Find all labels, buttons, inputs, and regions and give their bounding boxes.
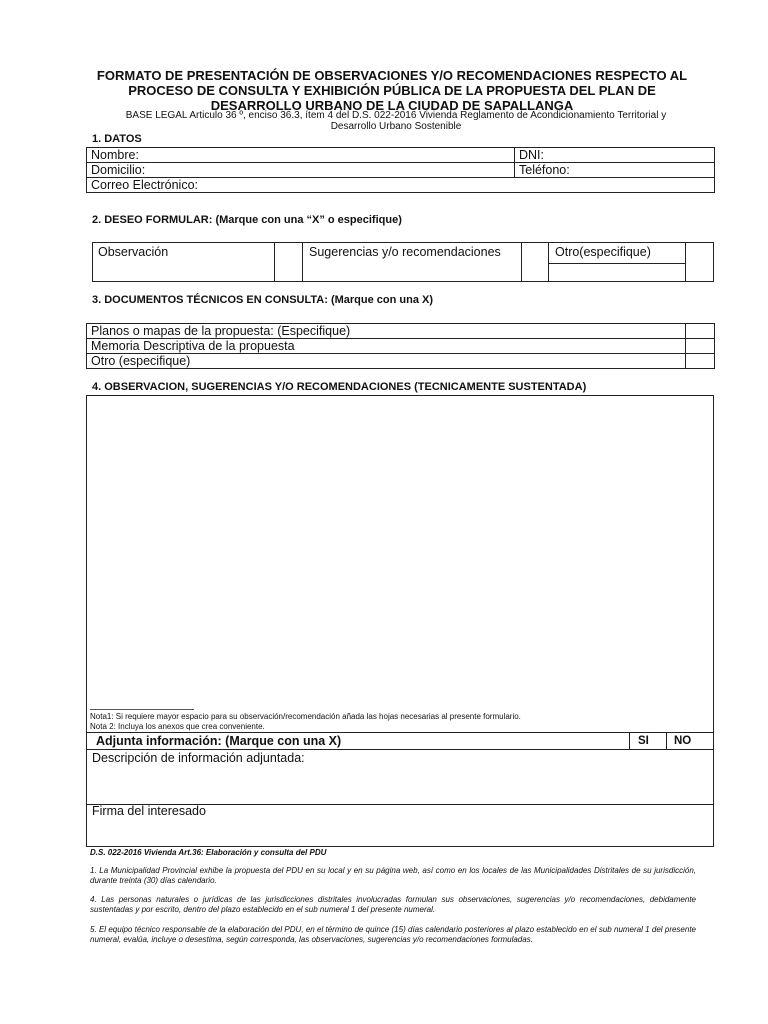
- doc-row-planos: [87, 324, 686, 339]
- nombre-label: Nombre:: [91, 148, 139, 162]
- dni-label: DNI:: [519, 148, 544, 162]
- sugerencias-checkbox[interactable]: [522, 243, 547, 281]
- divider: [302, 242, 303, 282]
- observacion-label: Observación: [98, 245, 169, 259]
- otro-specify-field[interactable]: [549, 264, 684, 281]
- section-1-heading: 1. DATOS: [92, 133, 142, 145]
- memoria-checkbox[interactable]: [686, 339, 715, 354]
- no-option[interactable]: NO: [674, 735, 692, 747]
- descripcion-label: Descripción de información adjuntada:: [92, 751, 305, 765]
- notes-rule: [90, 709, 194, 710]
- planos-label: Planos o mapas de la propuesta: (Especifique): [91, 324, 351, 338]
- otro-label: Otro(especifique): [555, 245, 651, 259]
- footer-paragraph-4: 4. Las personas naturales o jurídicas de las jurisdicciones distritales involucradas formulan sus observaciones, sugerencias y/o recomendaciones, debidamente sustentadas y por escrito, dentro del plazo establecido en el sub numeral 1 del presente numeral.: [90, 895, 696, 914]
- form-title: [70, 68, 714, 113]
- otro-doc-checkbox[interactable]: [686, 354, 715, 369]
- title-line-2: PROCESO DE CONSULTA Y EXHIBICIÓN PÚBLICA DE LA PROPUESTA DEL PLAN DE: [128, 83, 656, 98]
- memoria-label: Memoria Descriptiva de la propuesta: [91, 339, 295, 353]
- nota-2: Nota 2: Incluya los anexos que crea conveniente.: [90, 722, 265, 731]
- firma-label: Firma del interesado: [92, 804, 206, 818]
- footer-paragraph-5: 5. El equipo técnico responsable de la elaboración del PDU, en el término de quince (15) días calendario posteriores al plazo establecido en el sub numeral 1 del presente numeral, evalúa, incluye o desestima, según corresponda, las observaciones, sugerencias y/o recomendaciones formuladas.: [90, 925, 696, 944]
- otro-checkbox[interactable]: [686, 243, 713, 281]
- correo-field[interactable]: [87, 178, 715, 193]
- doc-row-memoria: [87, 339, 686, 354]
- legal-line-1: BASE LEGAL Articulo 36 º, enciso 36.3, ítem 4 del D.S. 022-2016 Vivienda Reglamento de Acondicionamiento Territorial y: [125, 110, 667, 121]
- footer-heading: D.S. 022-2016 Vivienda Art.36: Elaboración y consulta del PDU: [90, 848, 327, 857]
- observacion-checkbox[interactable]: [275, 243, 301, 281]
- dni-field[interactable]: [515, 148, 715, 163]
- sugerencias-label: Sugerencias y/o recomendaciones: [309, 245, 501, 259]
- otro-doc-label: Otro (especifique): [91, 354, 191, 368]
- title-line-3: DESARROLLO URBANO DE LA CIUDAD DE SAPALLANGA: [210, 98, 574, 113]
- telefono-field[interactable]: [515, 163, 715, 178]
- title-line-1: FORMATO DE PRESENTACIÓN DE OBSERVACIONES Y/O RECOMENDACIONES RESPECTO AL: [96, 68, 688, 83]
- section-3-heading: 3. DOCUMENTOS TÉCNICOS EN CONSULTA: (Marque con una X): [92, 294, 434, 306]
- section-2-heading: 2. DESEO FORMULAR: (Marque con una “X” o especifique): [92, 214, 402, 226]
- si-option[interactable]: SI: [638, 735, 649, 747]
- planos-checkbox[interactable]: [686, 324, 715, 339]
- correo-label: Correo Electrónico:: [91, 178, 198, 192]
- documentos-table: [86, 323, 715, 369]
- firma-field[interactable]: [88, 820, 712, 845]
- section-4-heading: 4. OBSERVACION, SUGERENCIAS Y/O RECOMENDACIONES (TECNICAMENTE SUSTENTADA): [92, 381, 587, 393]
- observaciones-textarea[interactable]: [86, 395, 714, 733]
- domicilio-field[interactable]: [87, 163, 515, 178]
- divider: [86, 749, 714, 750]
- footer-paragraph-1: 1. La Municipalidad Provincial exhibe la propuesta del PDU en su local y en su página web, así como en los locales de las Municipalidades Distritales de su jurisdicción, durante treinta (30) días calendario.: [90, 866, 696, 885]
- adjunta-label: Adjunta información: (Marque con una X): [96, 734, 342, 748]
- doc-row-otro: [87, 354, 686, 369]
- datos-table: [86, 147, 715, 193]
- divider: [629, 732, 630, 749]
- domicilio-label: Domicilio:: [91, 163, 146, 177]
- nombre-field[interactable]: [87, 148, 515, 163]
- telefono-label: Teléfono:: [519, 163, 570, 177]
- nota-1: Nota1: Si requiere mayor espacio para su observación/recomendación añada las hojas necesarias al presente formulario.: [90, 712, 521, 721]
- divider: [666, 732, 667, 749]
- legal-basis: [96, 110, 696, 132]
- legal-line-2: Desarrollo Urbano Sostenible: [330, 121, 462, 132]
- descripcion-field[interactable]: [88, 766, 712, 802]
